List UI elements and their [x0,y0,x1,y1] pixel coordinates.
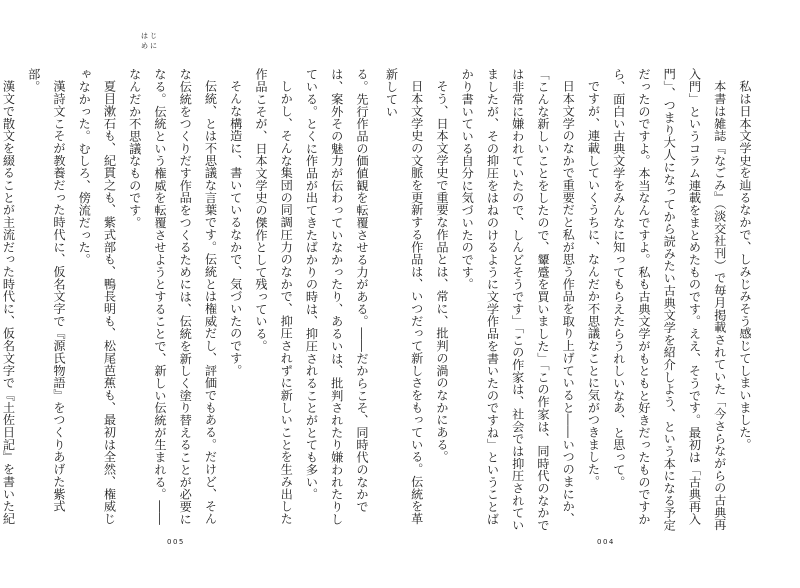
page-number: 004 [597,538,615,546]
paragraph: 漢文で散文を綴ることが主流だった時代に、仮名文字で『土佐日記』を書いた紀 [1,80,16,525]
running-header: はじめに [141,32,159,50]
paragraph: 私は日本文学史を辿るなかで、しみじみそう感じてしまいました。 [738,80,752,451]
left-page-text [1,68,374,533]
paragraph: 漢詩文こそが教養だった時代に、仮名文字で『源氏物語』をつくりあげた紫式部。 [26,68,66,513]
right-page [384,0,800,588]
page-number: 005 [167,538,185,546]
paragraph: そう、日本文学史で重要な作品とは、常に、批判の渦のなかにある。 [435,80,449,464]
paragraph: 日本文学のなかで重要だと私が思う作品を取り上げていると――いつのまにか、「こんな新しいことをしたので、顰蹙を買いました」「この作家は、同時代のなかでは非常に嫌われていたので、しんどそうです」「この作家は、社会では抑圧されていましたが、その抑圧をはねのけるように文学作品を書いたのですね」ということばかり書いている自分に気づいたのです。 [460,68,576,532]
paragraph: 伝統、とは不思議な言葉です。伝統とは権威だし、評価でもある。だけど、そんな伝統をつくりだす作品をつくるためには、伝統を新しく塗り替えることが必要になる。伝統という権威を転覆させようとすることで、新しい伝統が生まれる。――なんだか不思議なものです。 [127,68,218,525]
paragraph: る。先行作品の価値観を転覆させる力がある。――だからこそ、同時代のなかでは、案外その魅力が伝わっていなかったり、あるいは、批判されたり嫌われたりしている。とくに作品が出てきたばかりの時は、抑圧されることがとても多い。 [304,68,369,525]
paragraph: 日本文学史の文脈を更新する作品は、いつだって新しさをもっている。伝統を革新してい [384,68,424,525]
right-page-text [384,68,757,533]
paragraph: そんな構造に、書いているなかで、気づいたのです。 [228,80,243,377]
paragraph: 本書は雑誌『なごみ』（淡交社刊）で毎月掲載されていた「今さらながらの古典再入門」というコラム連載をまとめたものです。ええ、そうです。最初は「古典再入門」、つまり大人になってから読みたい古典文学を紹介しよう、という本になる予定だったのですよ。本当なんですよ。私も古典文学がもともと好きだったものですから、面白い古典文学をみんなに知ってもらえたらうれしいなあ、と思って。 [611,68,727,532]
paragraph: 夏目漱石も、紀貫之も、紫式部も、鴨長明も、松尾芭蕉も、最初は全然、権威じゃなかった。むしろ、傍流だった。 [77,68,117,525]
paragraph: しかし、そんな集団の同調圧力のなかで、抑圧されずに新しいことを生み出した作品こそが、日本文学史の傑作として残っている。 [254,68,294,525]
paragraph: ですが、連載していくうちに、なんだか不思議なことに気がつきました。 [586,80,601,488]
